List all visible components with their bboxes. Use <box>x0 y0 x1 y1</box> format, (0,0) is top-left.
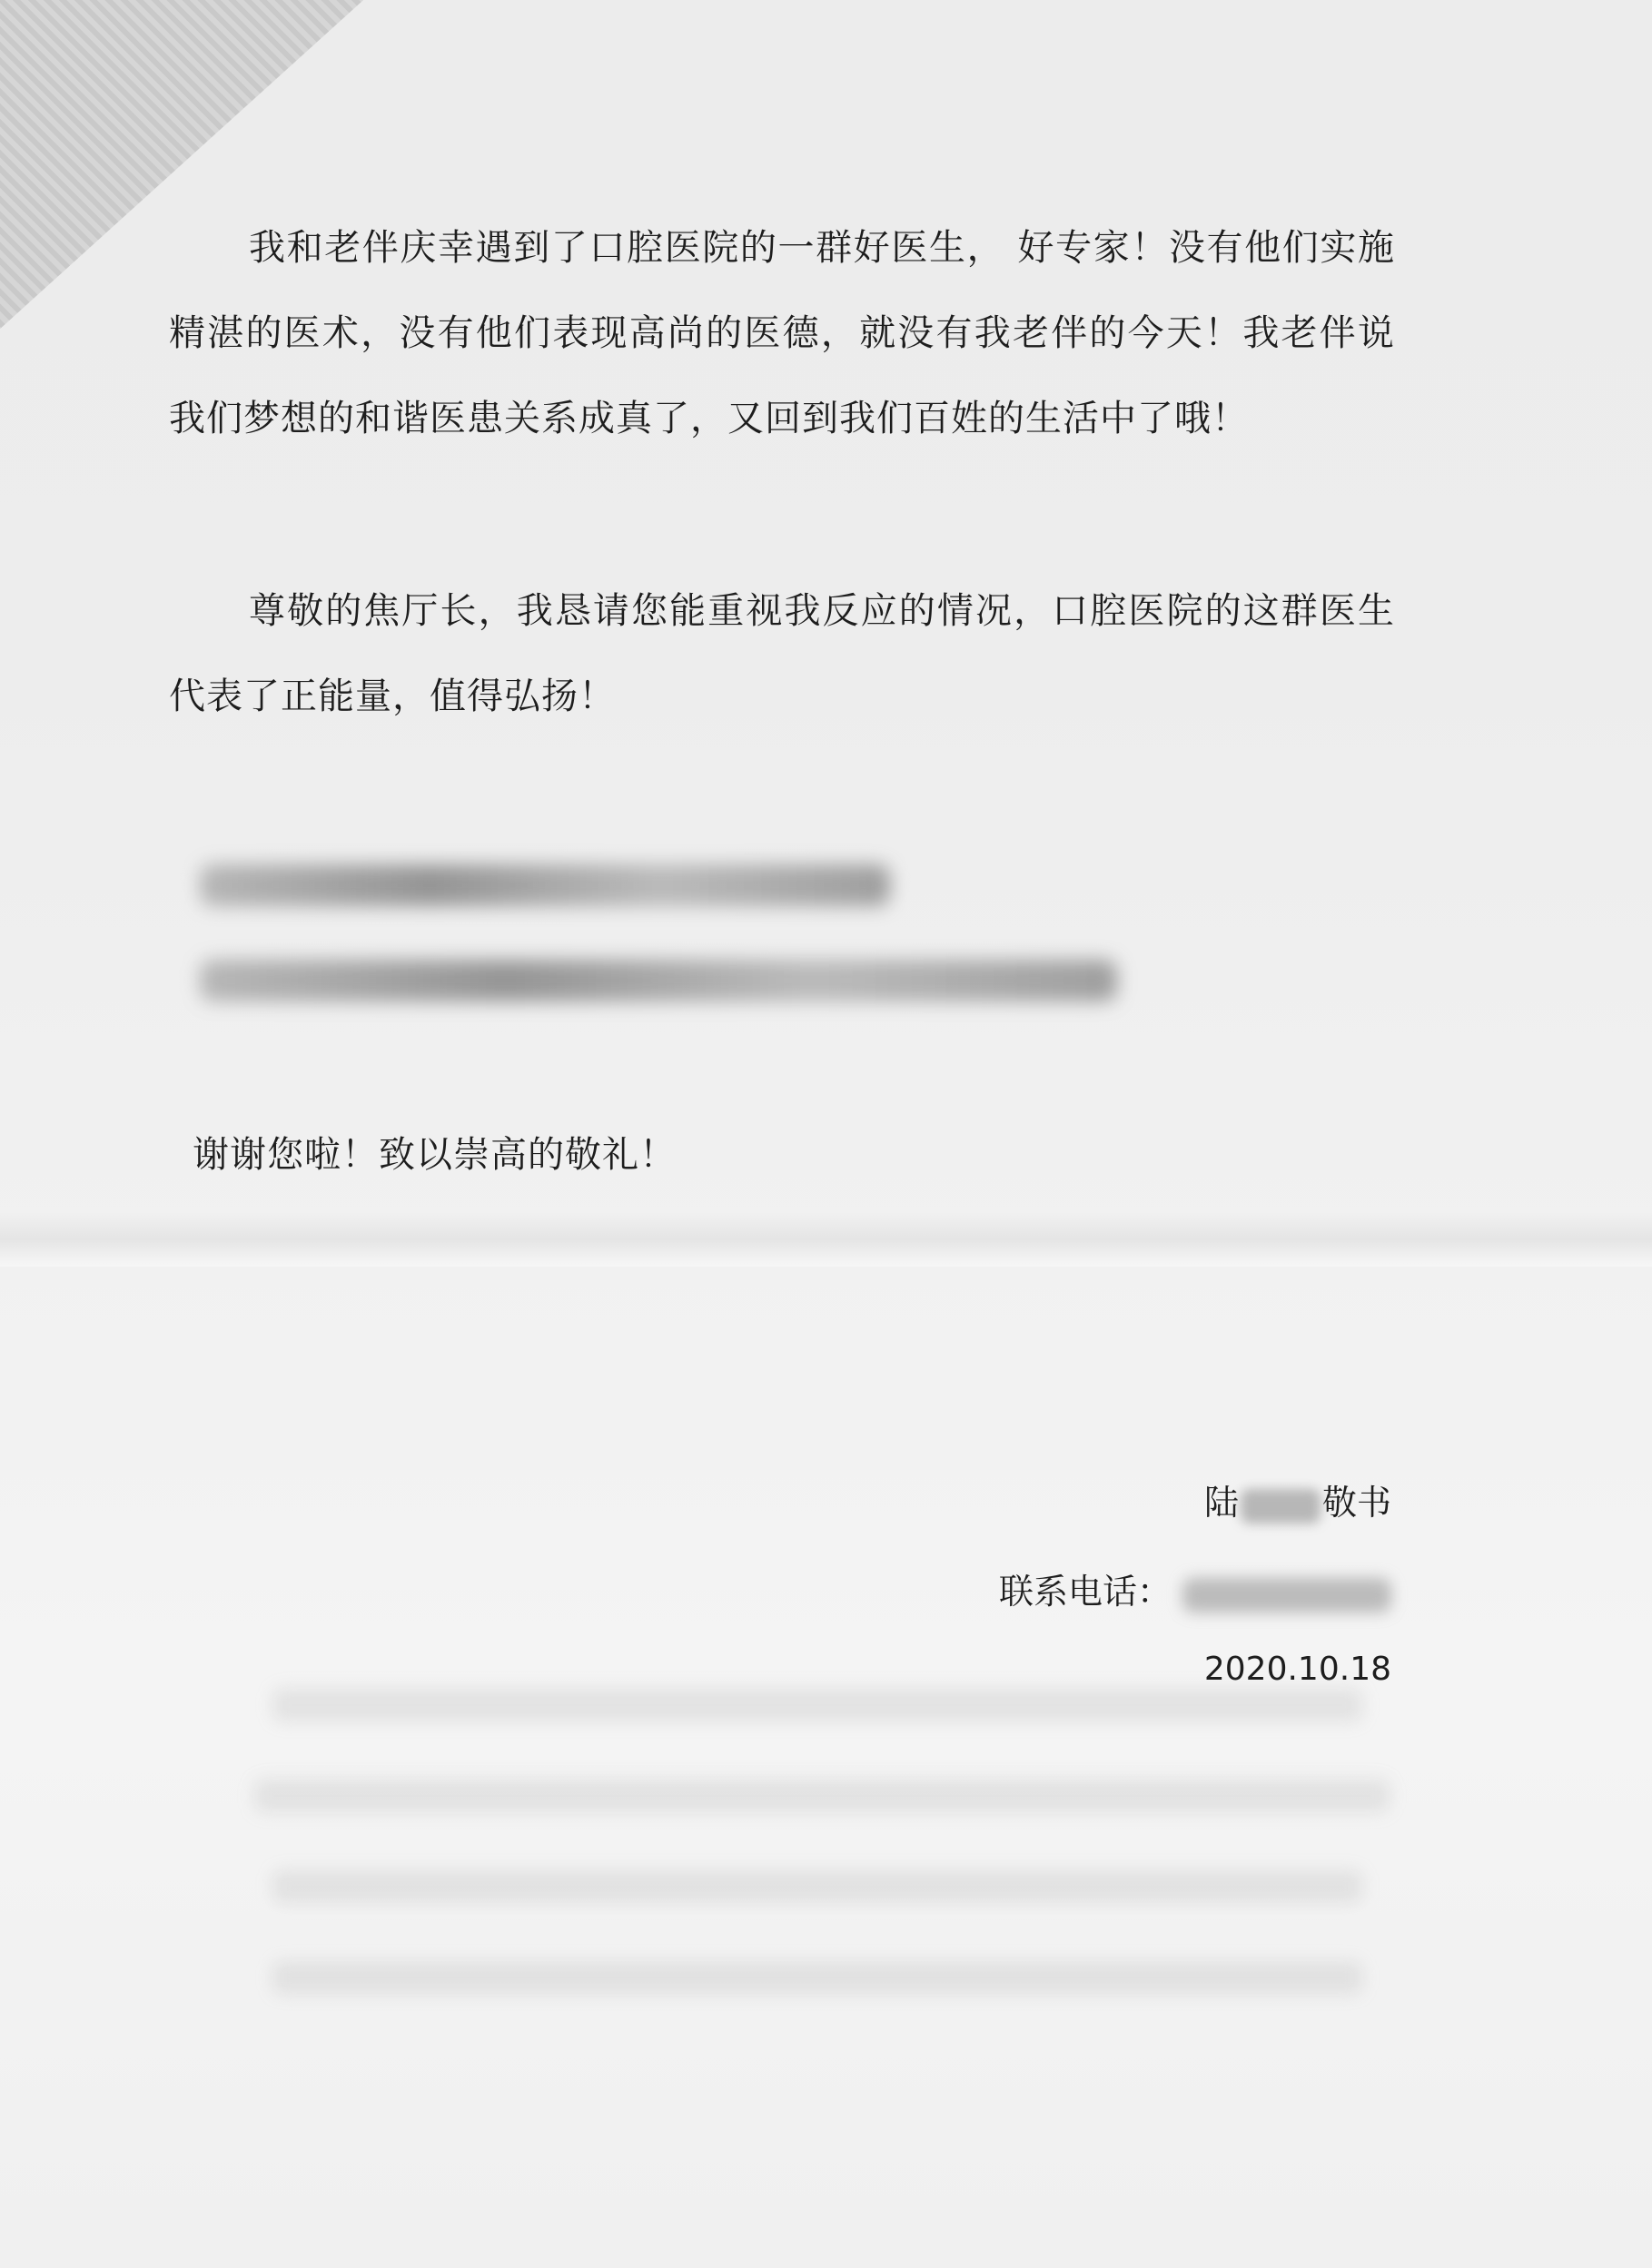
signature-date: 2020.10.18 <box>1203 1651 1391 1688</box>
redacted-name <box>1241 1489 1321 1524</box>
letter-paragraph-1: 我和老伴庆幸遇到了口腔医院的一群好医生， 好专家！没有他们实施精湛的医术，没有他们表现高尚的医德，就没有我老伴的今天！我老伴说我们梦想的和谐医患关系成真了，又回到我们百姓的生活中了哦！ <box>169 227 1395 439</box>
letter-closing: 谢谢您啦！致以崇高的敬礼！ <box>193 1134 677 1176</box>
phone-label: 联系电话： <box>998 1572 1172 1612</box>
bleed-through-text-1 <box>272 1689 1362 1721</box>
letter-paragraph-2: 尊敬的焦厅长，我恳请您能重视我反应的情况，口腔医院的这群医生代表了正能量，值得弘扬！ <box>169 590 1395 717</box>
signature-phone <box>701 1563 1391 1613</box>
bleed-through-text-2 <box>254 1780 1390 1812</box>
redacted-line-1 <box>200 864 890 906</box>
redacted-phone <box>1182 1578 1391 1612</box>
redacted-line-2 <box>200 960 1117 1001</box>
signature-name-suffix: 敬书 <box>1321 1483 1391 1523</box>
bleed-through-text-4 <box>272 1961 1362 1994</box>
signature-name <box>701 1474 1391 1524</box>
signature-name-prefix: 陆 <box>1203 1483 1239 1523</box>
bleed-through-text-3 <box>272 1870 1362 1903</box>
